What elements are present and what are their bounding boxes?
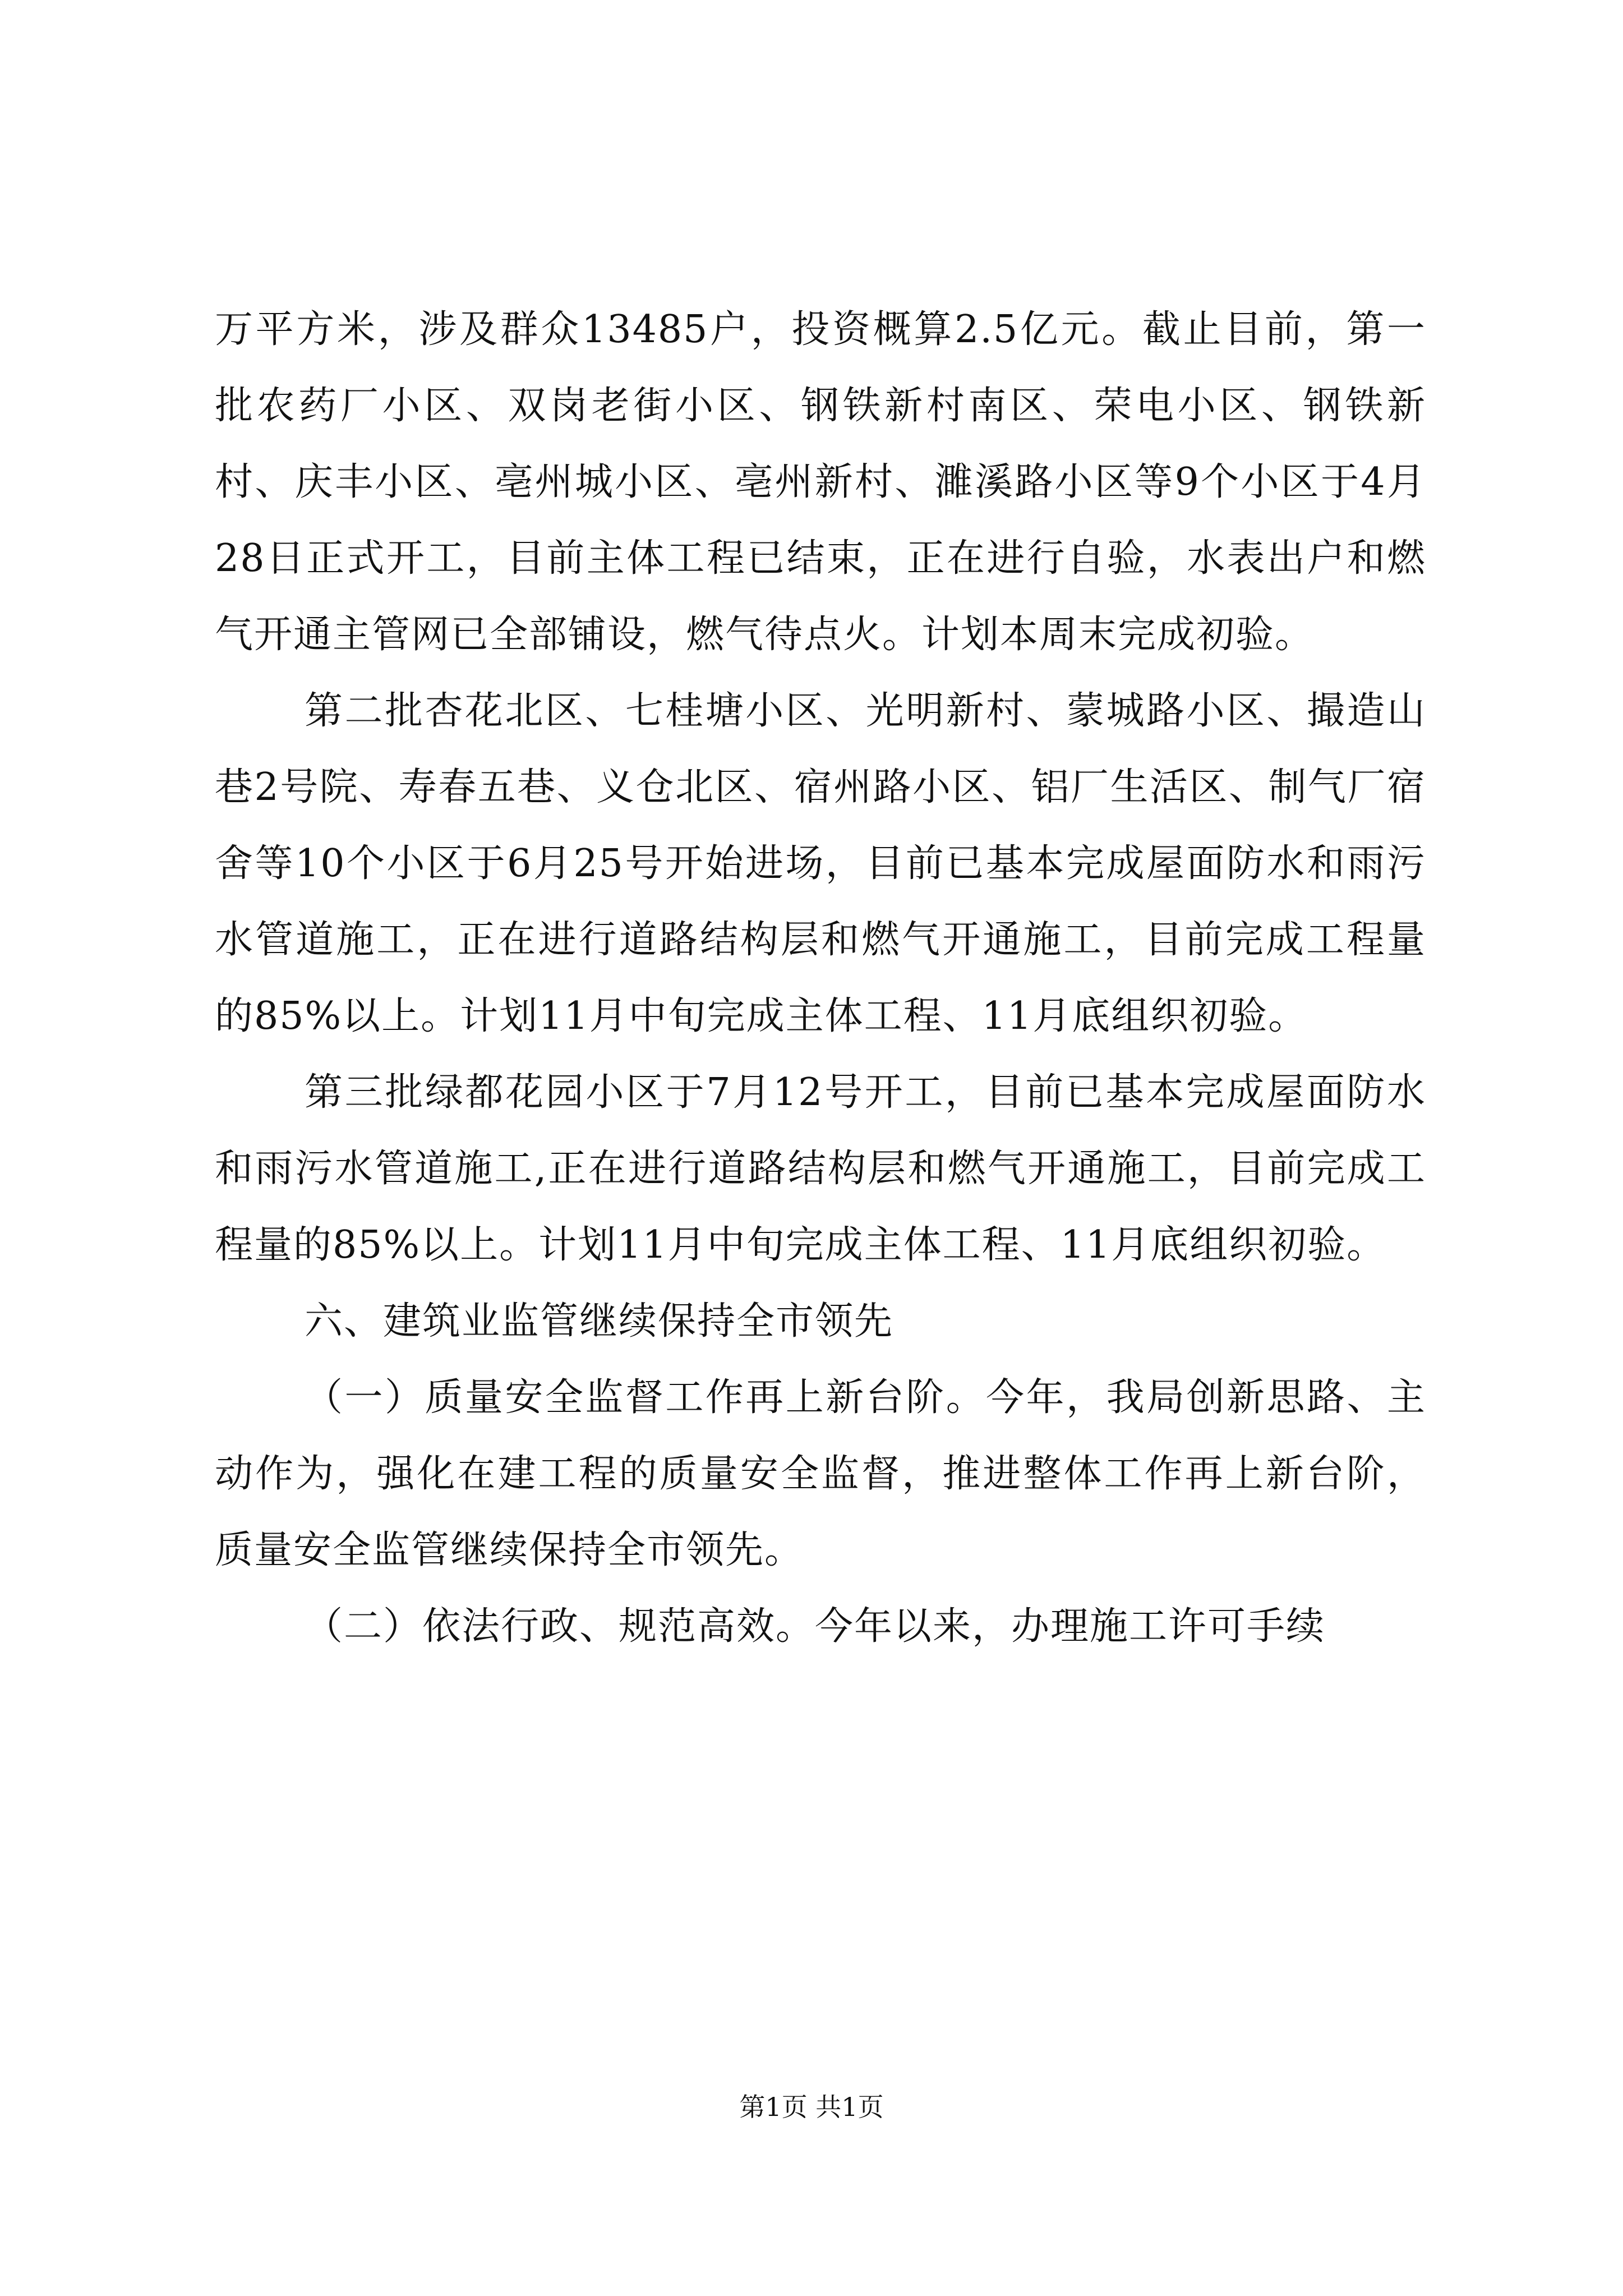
paragraph-administration: （二）依法行政、规范高效。今年以来，办理施工许可手续 [305, 1604, 1326, 1649]
page-number-footer: 第1页 共1页 [739, 2092, 884, 2122]
paragraph-batch-two: 第二批杏花北区、七桂塘小区、光明新村、蒙城路小区、撮造山巷2号院、寿春五巷、义仓北区、宿州路小区、铝厂生活区、制气厂宿舍等10个小区于6月25号开始进场，目前已基本完成屋面防水和雨污水管道施工，正在进行道路结构层和燃气开通施工，目前完成工程量的85%以上。计划11月中旬完成主体工程、11月底组织初验。 [215, 689, 1426, 1038]
section-heading: 六、建筑业监管继续保持全市领先 [305, 1299, 894, 1343]
document-body [215, 292, 1426, 1665]
paragraph-continued: 万平方米，涉及群众13485户，投资概算2.5亿元。截止目前，第一批农药厂小区、双岗老街小区、钢铁新村南区、荣电小区、钢铁新村、庆丰小区、亳州城小区、亳州新村、濉溪路小区等9个小区于4月28日正式开工，目前主体工程已结束，正在进行自验，水表出户和燃气开通主管网已全部铺设，燃气待点火。计划本周末完成初验。 [215, 307, 1426, 657]
paragraph-quality-safety: （一）质量安全监督工作再上新台阶。今年，我局创新思路、主动作为，强化在建工程的质量安全监督，推进整体工作再上新台阶，质量安全监管继续保持全市领先。 [215, 1375, 1426, 1572]
paragraph-batch-three: 第三批绿都花园小区于7月12号开工，目前已基本完成屋面防水和雨污水管道施工,正在进行道路结构层和燃气开通施工，目前完成工程量的85%以上。计划11月中旬完成主体工程、11月底组织初验。 [215, 1070, 1426, 1267]
